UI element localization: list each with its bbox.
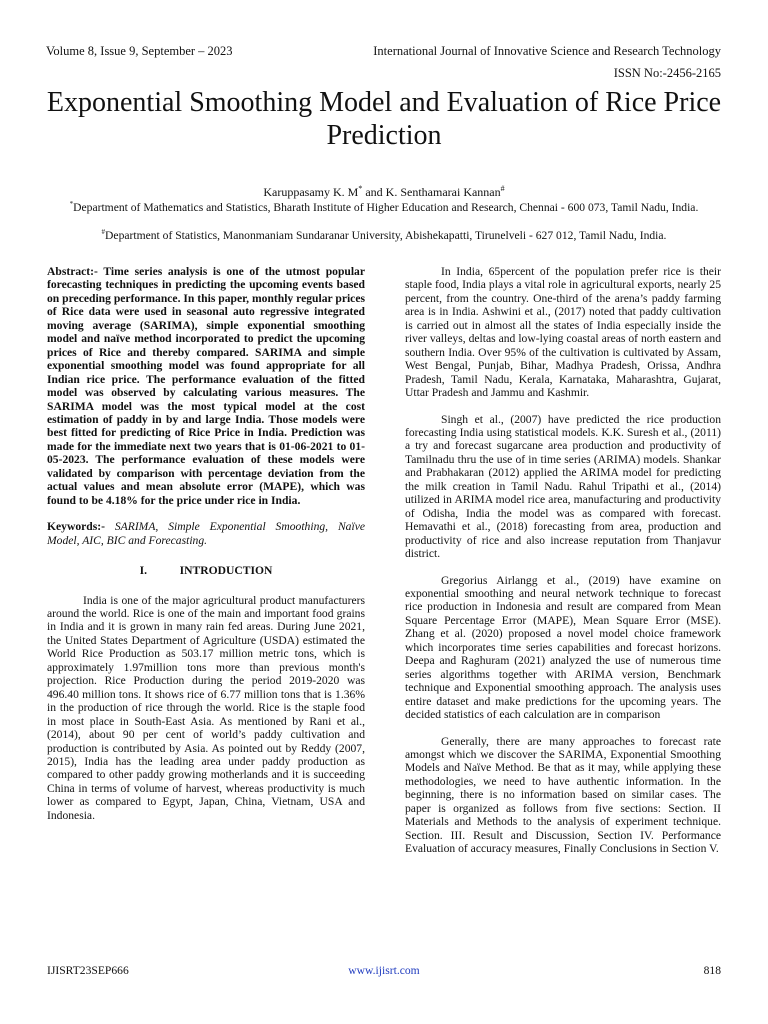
paper-title: Exponential Smoothing Model and Evaluation of Rice Price Prediction [46,87,722,151]
section-title: INTRODUCTION [179,564,273,578]
intro-paragraph-1: India is one of the major agricultural product manufacturers around the world. Rice is one of the main and important food grains in India and it is grown in many rain fed areas. During June 2021, the United States Department of Agriculture (USDA) estimated the World Rice Production as 503.17 million metric tons, which is approximately 1.97million tons more than previous month's projection. Rice Production during the period 2019-2020 was 496.40 million tons. It shows rice of 6.77 million tons that is 1.36% in the production of rice through the world. Rice is the staple food in most place in South-East Asia. As mentioned by Rani et al., (2014), about 90 per cent of world’s paddy cultivation and production is contributed by Asia. As pointed out by Reddy (2007, 2015), India has the leading area under paddy production as compared to other paddy growing motherlands and it is succeeding China in terms of volume of harvest, whereas productivity is much lower as compared to Egypt, Japan, China, Vietnam, USA and Indonesia. [47,593,365,822]
section-number: I. [139,564,148,578]
author-1: Karuppasamy K. M [263,185,359,199]
affiliation-1 [48,197,720,215]
page-number: 818 [703,964,721,977]
affiliation-1-mark: * [69,200,74,208]
intro-paragraph-2: In India, 65percent of the population prefer rice is their staple food, India plays a vital role in agricultural exports, nearly 25 percent, from the country. One-third of the arena’s paddy farming area is in India. Ashwini et al., (2017) noted that paddy cultivation is carried out in almost all the states of India especially inside the river valleys, deltas and low-lying coastal areas of north eastern and southern India. Over 95% of the cultivation is cultivated by Assam, West Bengal, Punjab, Bihar, Madhya Pradesh, Orissa, Andhra Pradesh, Tamil Nadu, Kerala, Karnataka, Maharashtra, Gujarat, Uttar Pradesh and Jammu and Kashmir. [405,265,721,400]
author-2-mark: # [500,184,505,193]
issn: ISSN No:-2456-2165 [613,66,721,80]
affiliation-1-text: Department of Mathematics and Statistics, Bharath Institute of Higher Education and Research, Chennai - 600 073, Tamil Nadu, India. [73,200,699,214]
author-joiner: and [362,185,386,199]
keywords-label: Keywords:- [47,520,105,534]
section-heading-introduction [47,564,365,577]
affiliation-2-mark: # [101,228,106,236]
keywords-text: SARIMA, Simple Exponential Smoothing, Naïve Model, AIC, BIC and Forecasting. [47,520,365,547]
author-1-mark: * [358,184,363,193]
left-column [47,265,365,822]
abstract: Abstract:- Time series analysis is one of the utmost popular forecasting techniques in predicting the upcoming events based on preceding performance. In this paper, monthly regular prices of Rice data were used in seasonal auto regressive integrated moving average (SARIMA), simple exponential smoothing model and naïve method incorporated to predict the upcoming prices of Rice and thereby compared. SARIMA and simple exponential smoothing model was found appropriate for all Indian rice price. The performance evaluation of the fitted model was observed by calculating various measures. The SARIMA model was the most typical model at the cost estimation of paddy in by and large India. Those models were best fitted for predicting of Rice Price in India. Prediction was made for the immediate next two years that is 01-06-2021 to 01-05-2023. The performance evaluation of these models were validated by comparison with percentage deviation from the actual values and mean absolute error (MAPE), which was found to be 4.18% for the price under rice in India. [47,265,365,507]
intro-paragraph-5: Generally, there are many approaches to forecast rate amongst which we discover the SARIMA, Exponential Smoothing Models and Naïve Method. Be that as it may, while applying these methodologies, we need to have authentic information. In the beginning, there is no information based on similar cases. The paper is organized as follows from five sections: Section. II Materials and Methods to the analysis of experiment technique. Section. III. Result and Discussion, Section IV. Performance Evaluation of accuracy measures, Finally Conclusions in Section V. [405,734,721,856]
intro-paragraph-3: Singh et al., (2007) have predicted the rice production forecasting India using statistical models. K.K. Suresh et al., (2011) a try and forecast sugarcane area production and productivity of Tamilnadu thru the use of in time series (ARIMA) models. Shankar and Prabhakaran (2012) applied the ARIMA model for predicting the milk creation in Tamil Nadu. Rahul Tripathi et al., (2014) utilized in ARIMA model rice area, manufacturing and productivity of Odisha, India the model was as compared with forecast. Hemavathi et al., (2018) forecasting from area, production and productivity of rice and also increase reputation from Thanjavur district. [405,412,721,561]
journal-name: International Journal of Innovative Science and Research Technology [373,44,721,58]
author-2: K. Senthamarai Kannan [385,185,501,199]
intro-paragraph-4: Gregorius Airlangg et al., (2019) have examine on exponential smoothing and neural network technique to forecast rice production in Indonesia and result are compared from Mean Square Percentage Error (MAPE), Mean Square Error (MSE). Zhang et al. (2020) proposed a novel model choice framework which incorporates time series capabilities and forecast horizons. Deepa and Raghuram (2021) analyzed the use of numerous time series algorithms together with ARIMA version, Benchmark technique and Exponential smoothing approach. The analysis uses entire dataset and make predictions for the upcoming years. The decided statistics of each calculation are in comparison [405,573,721,722]
volume-issue: Volume 8, Issue 9, September – 2023 [46,44,233,58]
keywords [47,520,365,547]
affiliation-2 [40,225,728,243]
right-column [405,265,721,856]
journal-website-link[interactable]: www.ijisrt.com [348,964,420,977]
affiliation-2-text: Department of Statistics, Manonmaniam Sundaranar University, Abishekapatti, Tirunelveli - 627 012, Tamil Nadu, India. [105,228,667,242]
paper-id: IJISRT23SEP666 [47,964,129,977]
